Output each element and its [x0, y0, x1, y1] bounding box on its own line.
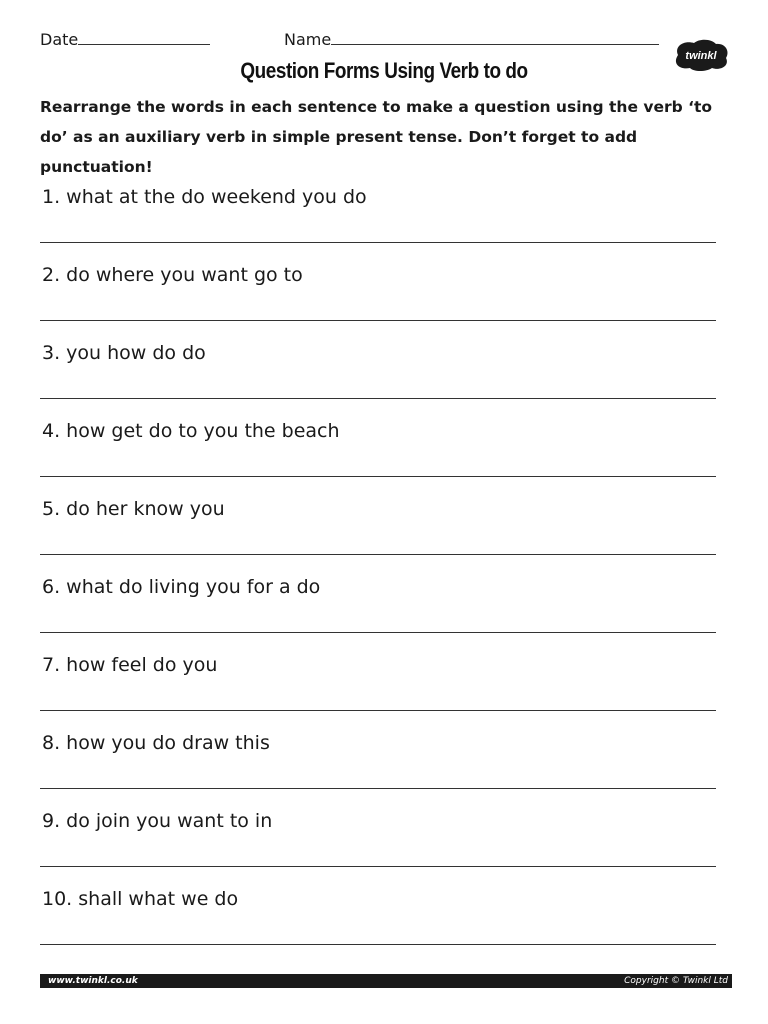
answer-line[interactable] — [40, 476, 716, 477]
answer-line[interactable] — [40, 944, 716, 945]
answer-line[interactable] — [40, 554, 716, 555]
answer-line[interactable] — [40, 242, 716, 243]
page-title: Question Forms Using Verb to do — [240, 58, 528, 83]
date-input-line[interactable] — [78, 30, 210, 45]
answer-line[interactable] — [40, 398, 716, 399]
question-text: 1. what at the do weekend you do — [42, 186, 367, 208]
answer-line[interactable] — [40, 632, 716, 633]
question-text: 8. how you do draw this — [42, 732, 270, 754]
question-text: 2. do where you want go to — [42, 264, 303, 286]
question-text: 4. how get do to you the beach — [42, 420, 340, 442]
answer-line[interactable] — [40, 788, 716, 789]
question-text: 9. do join you want to in — [42, 810, 273, 832]
answer-line[interactable] — [40, 866, 716, 867]
question-text: 10. shall what we do — [42, 888, 239, 910]
question-text: 6. what do living you for a do — [42, 576, 321, 598]
answer-line[interactable] — [40, 710, 716, 711]
logo-text: twinkl — [685, 50, 717, 62]
date-field[interactable] — [40, 30, 210, 49]
name-field[interactable] — [284, 30, 659, 49]
question-text: 7. how feel do you — [42, 654, 218, 676]
footer-copyright: Copyright © Twinkl Ltd — [624, 976, 728, 986]
footer-bar — [40, 974, 732, 988]
question-text: 5. do her know you — [42, 498, 225, 520]
question-text: 3. you how do do — [42, 342, 206, 364]
instructions-text: Rearrange the words in each sentence to make a question using the verb ‘to do’ as an auxiliary verb in simple present tense. Don’t forget to add punctuation! — [40, 98, 713, 176]
name-label: Name — [284, 30, 332, 49]
answer-line[interactable] — [40, 320, 716, 321]
name-input-line[interactable] — [331, 30, 659, 45]
date-label: Date — [40, 30, 79, 49]
footer-website: www.twinkl.co.uk — [48, 976, 138, 986]
